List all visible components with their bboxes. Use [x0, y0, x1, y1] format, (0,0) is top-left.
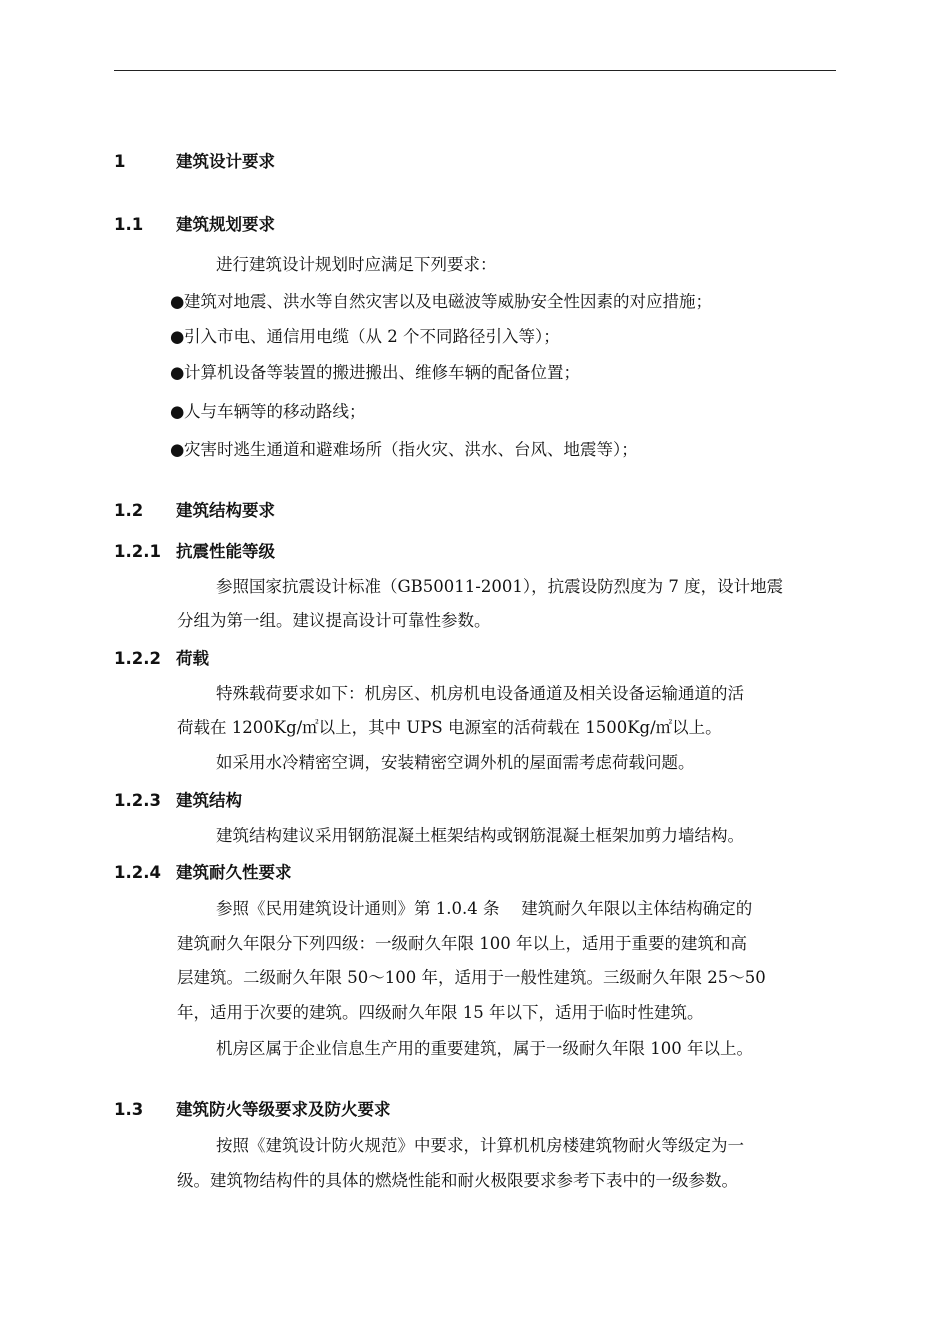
load-line: 如采用水冷精密空调，安装精密空调外机的屋面需考虑荷载问题。: [216, 753, 695, 772]
heading-1-2-1: [114, 538, 275, 562]
bullet-icon: ●: [170, 327, 185, 346]
heading-1-1: [114, 211, 275, 235]
heading-number: 1.2: [114, 501, 144, 520]
durability-line: 机房区属于企业信息生产用的重要建筑，属于一级耐久年限 100 年以上。: [216, 1039, 753, 1058]
bullet-icon: ●: [170, 292, 185, 311]
heading-1-2-4: [114, 859, 292, 883]
heading-1-3: [114, 1096, 391, 1120]
list-item: ●引入市电、通信用电缆（从 2 个不同路径引入等）；: [170, 327, 560, 346]
seismic-line: 参照国家抗震设计标准（GB50011-2001），抗震设防烈度为 7 度，设计地震: [216, 577, 784, 596]
bullet-icon: ●: [170, 363, 185, 382]
heading-number: 1.2.2: [114, 649, 161, 668]
list-item: ●计算机设备等装置的搬进搬出、维修车辆的配备位置；: [170, 363, 580, 382]
heading-title: 建筑结构: [176, 791, 242, 810]
bullet-icon: ●: [170, 402, 185, 421]
heading-number: 1: [114, 152, 126, 171]
heading-title: 荷载: [176, 649, 209, 668]
heading-1-2-2: [114, 645, 209, 669]
fire-line: 按照《建筑设计防火规范》中要求，计算机机房楼建筑物耐火等级定为一: [216, 1136, 744, 1155]
heading-title: 建筑结构要求: [176, 501, 275, 520]
durability-line: 参照《民用建筑设计通则》第 1.0.4 条 建筑耐久年限以主体结构确定的: [216, 899, 753, 918]
heading-number: 1.3: [114, 1100, 144, 1119]
heading-title: 抗震性能等级: [176, 542, 275, 561]
list-item: ●人与车辆等的移动路线；: [170, 402, 366, 421]
heading-number: 1.2.4: [114, 863, 161, 882]
heading-title: 建筑设计要求: [176, 152, 275, 171]
bullet-icon: ●: [170, 440, 185, 459]
load-line: 荷载在 1200Kg/㎡以上，其中 UPS 电源室的活荷载在 1500Kg/㎡以上。: [177, 718, 722, 737]
heading-1-2-3: [114, 787, 242, 811]
list-item: ●建筑对地震、洪水等自然灾害以及电磁波等威胁安全性因素的对应措施；: [170, 292, 712, 311]
planning-intro: 进行建筑设计规划时应满足下列要求：: [216, 255, 497, 274]
durability-line: 层建筑。二级耐久年限 50～100 年，适用于一般性建筑。三级耐久年限 25～50: [177, 968, 766, 987]
durability-line: 建筑耐久年限分下列四级：一级耐久年限 100 年以上，适用于重要的建筑和高: [177, 934, 747, 953]
durability-line: 年，适用于次要的建筑。四级耐久年限 15 年以下，适用于临时性建筑。: [177, 1003, 704, 1022]
fire-line: 级。建筑物结构件的具体的燃烧性能和耐火极限要求参考下表中的一级参数。: [177, 1171, 738, 1190]
heading-number: 1.1: [114, 215, 144, 234]
heading-1-2: [114, 497, 275, 521]
heading-1: [114, 148, 275, 172]
heading-number: 1.2.3: [114, 791, 161, 810]
heading-title: 建筑耐久性要求: [176, 863, 292, 882]
heading-number: 1.2.1: [114, 542, 161, 561]
header-rule: [114, 70, 836, 71]
structure-line: 建筑结构建议采用钢筋混凝土框架结构或钢筋混凝土框架加剪力墙结构。: [216, 826, 744, 845]
list-item: ●灾害时逃生通道和避难场所（指火灾、洪水、台风、地震等）；: [170, 440, 638, 459]
heading-title: 建筑防火等级要求及防火要求: [176, 1100, 391, 1119]
seismic-line: 分组为第一组。建议提高设计可靠性参数。: [177, 611, 491, 630]
heading-title: 建筑规划要求: [176, 215, 275, 234]
load-line: 特殊载荷要求如下：机房区、机房机电设备通道及相关设备运输通道的活: [216, 684, 744, 703]
